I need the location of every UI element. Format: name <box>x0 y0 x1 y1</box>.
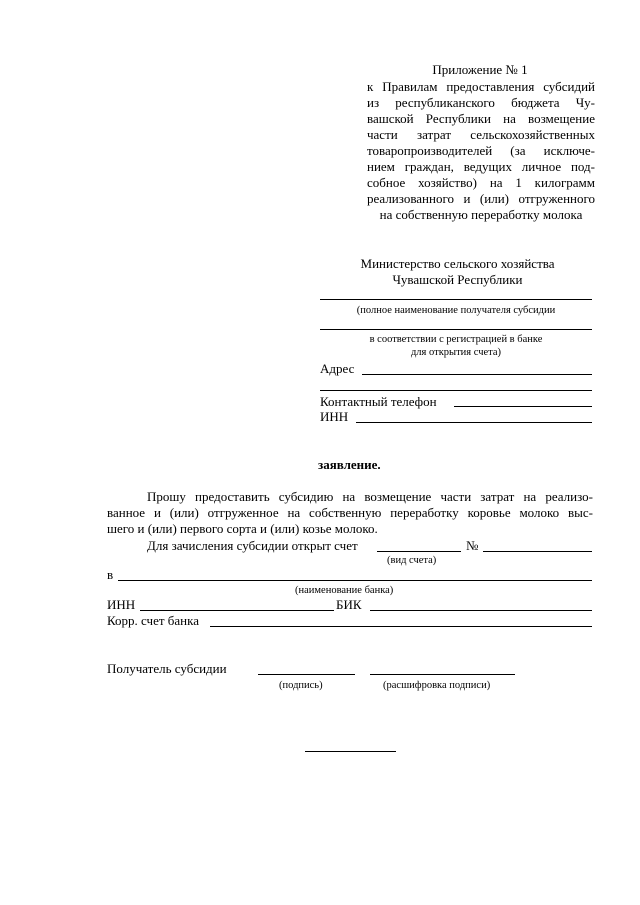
signature-label: Получатель субсидии <box>107 661 227 676</box>
phone-field[interactable] <box>454 406 592 407</box>
bank-name-hint: (наименование банка) <box>295 585 394 596</box>
address-label: Адрес <box>320 361 355 376</box>
appendix-line: на собственную переработку молока <box>379 207 583 222</box>
bank-name-field[interactable] <box>118 580 592 581</box>
appendix-line: реализованного и (или) отгруженного <box>367 191 595 206</box>
account-number-field[interactable] <box>483 551 592 552</box>
appendix-line: из республиканского бюджета Чу- <box>367 95 595 110</box>
appendix-text <box>367 79 595 223</box>
recipient-name-field[interactable] <box>320 299 592 300</box>
paragraph-line: шего и (или) первого сорта и (или) козье молоко. <box>107 521 378 536</box>
inn-field[interactable] <box>140 610 334 611</box>
address-field-2[interactable] <box>320 390 592 391</box>
bank-prefix: в <box>107 567 114 582</box>
recipient-name-field-2[interactable] <box>320 329 592 330</box>
statement-heading: заявление. <box>318 457 381 472</box>
number-sign: № <box>466 538 479 553</box>
appendix-line: к Правилам предоставления субсидий <box>367 79 595 94</box>
recipient-name-hint: (полное наименование получателя субсидии <box>356 305 556 316</box>
request-paragraph <box>107 489 593 537</box>
appendix-line: вашской Республики на возмещение <box>367 111 595 126</box>
corr-account-label: Корр. счет банка <box>107 613 200 628</box>
inn-label: ИНН <box>107 597 136 612</box>
date-field[interactable] <box>305 751 396 752</box>
bik-field[interactable] <box>370 610 592 611</box>
addressee-line: Чувашской Республики <box>392 272 523 287</box>
paragraph-line: ванное и (или) отгруженное на собственную переработку коровье молоко выс- <box>107 505 593 520</box>
signature-decode-field[interactable] <box>370 674 515 675</box>
bik-label: БИК <box>336 597 362 612</box>
recipient-inn-field[interactable] <box>356 422 592 423</box>
appendix-line: нием граждан, ведущих личное под- <box>367 159 595 174</box>
bank-registration-hint: в соответствии с регистрацией в банке <box>369 334 543 345</box>
signature-hint: (подпись) <box>279 680 323 691</box>
phone-label: Контактный телефон <box>320 394 437 409</box>
account-type-field[interactable] <box>377 551 461 552</box>
account-type-hint: (вид счета) <box>387 555 437 566</box>
recipient-inn-label: ИНН <box>320 409 349 424</box>
corr-account-field[interactable] <box>210 626 592 627</box>
addressee-line: Министерство сельского хозяйства <box>360 256 555 271</box>
appendix-line: части затрат сельскохозяйственных <box>367 127 595 142</box>
appendix-line: товаропроизводителей (за исключе- <box>367 143 595 158</box>
signature-decode-hint: (расшифровка подписи) <box>383 680 491 691</box>
appendix-title: Приложение № 1 <box>432 62 528 77</box>
account-label: Для зачисления субсидии открыт счет <box>147 538 358 553</box>
signature-field[interactable] <box>258 674 355 675</box>
address-field[interactable] <box>362 374 592 375</box>
bank-registration-hint: для открытия счета) <box>410 347 502 358</box>
paragraph-line: Прошу предоставить субсидию на возмещение части затрат на реализо- <box>147 489 593 504</box>
appendix-line: собное хозяйство) на 1 килограмм <box>367 175 595 190</box>
